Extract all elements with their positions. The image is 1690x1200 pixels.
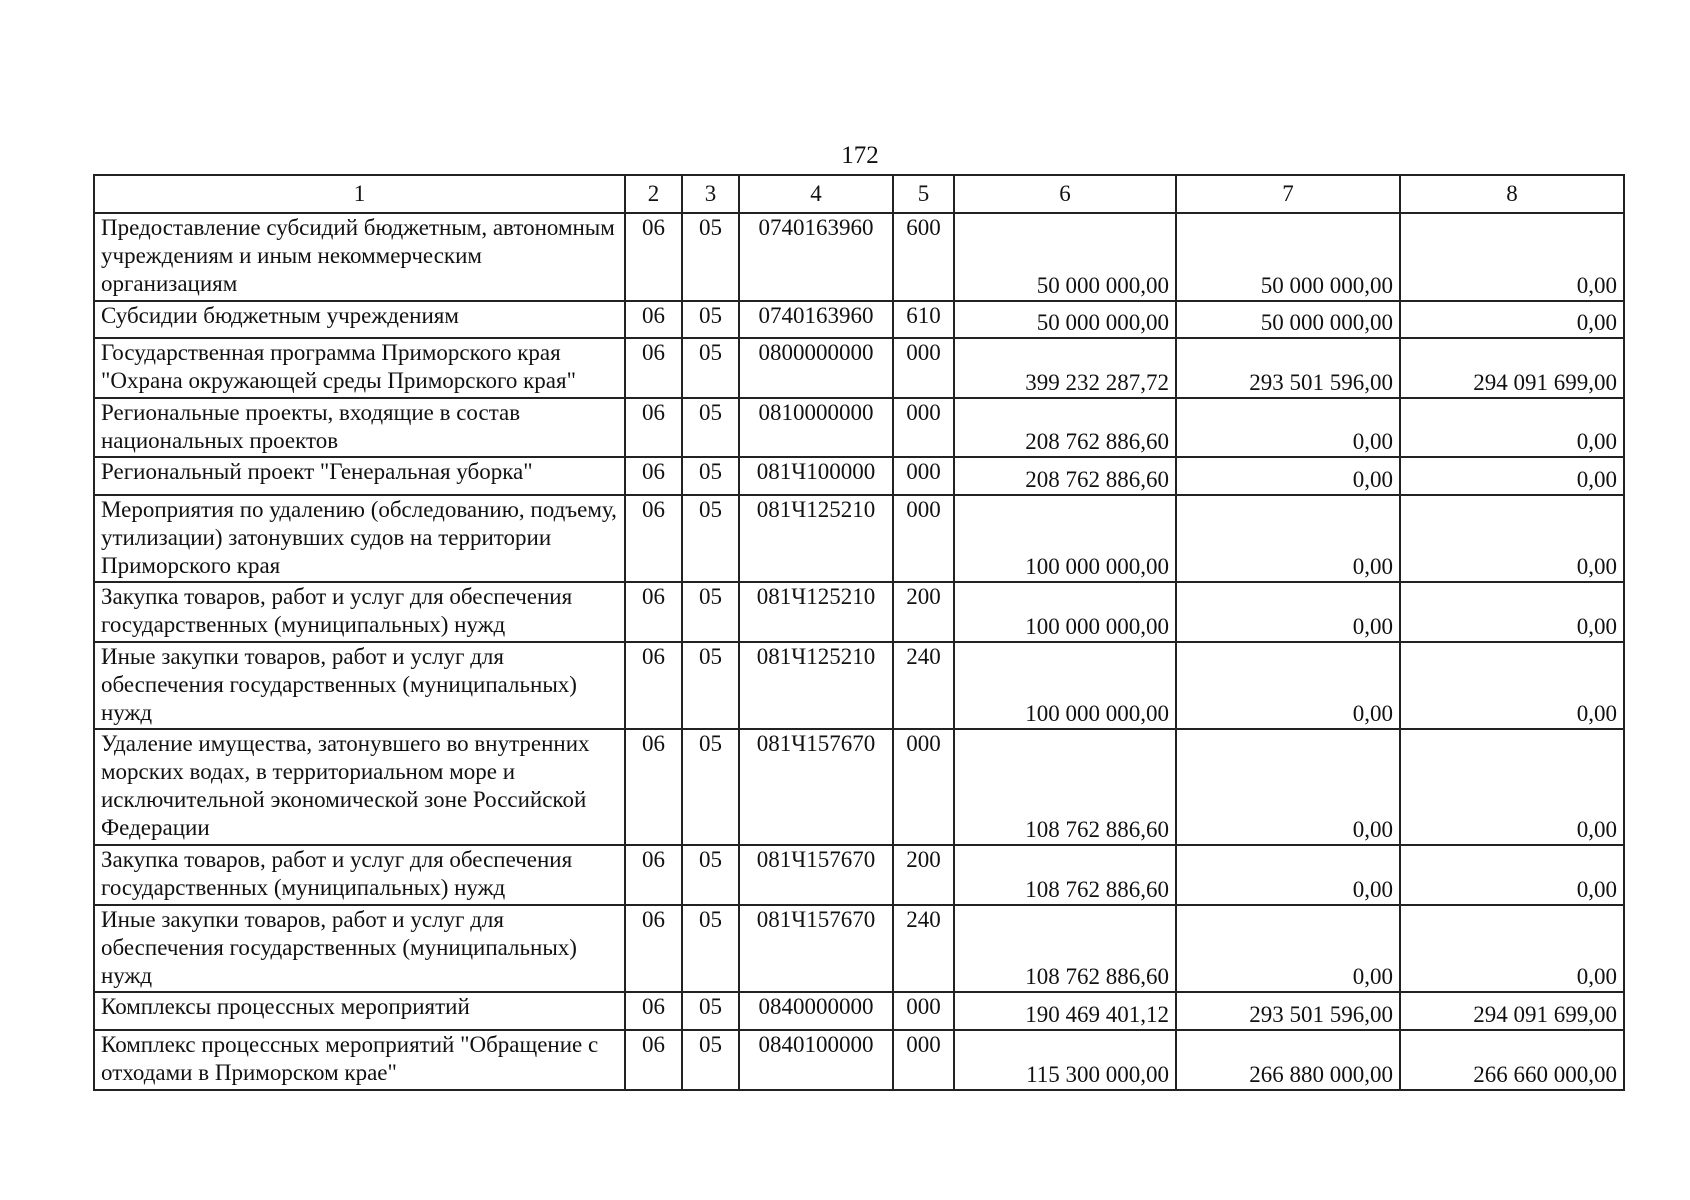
row-name: Государственная программа Приморского края "Охрана окружающей среды Приморского края" bbox=[94, 338, 625, 398]
expense-type-code: 600 bbox=[893, 213, 954, 301]
expense-type-code: 200 bbox=[893, 845, 954, 905]
amount-col-6: 108 762 886,60 bbox=[954, 845, 1176, 905]
subsection-code: 05 bbox=[682, 301, 739, 338]
table-row bbox=[94, 905, 1624, 992]
amount-col-8: 0,00 bbox=[1400, 642, 1624, 729]
amount-col-7: 0,00 bbox=[1176, 398, 1400, 457]
section-code: 06 bbox=[625, 582, 682, 642]
amount-col-7: 50 000 000,00 bbox=[1176, 213, 1400, 301]
row-name: Мероприятия по удалению (обследованию, подъему, утилизации) затонувших судов на территории Приморского края bbox=[94, 495, 625, 582]
subsection-code: 05 bbox=[682, 398, 739, 457]
table-row bbox=[94, 495, 1624, 582]
expense-type-code: 200 bbox=[893, 582, 954, 642]
subsection-code: 05 bbox=[682, 495, 739, 582]
expense-type-code: 000 bbox=[893, 457, 954, 495]
target-article-code: 0800000000 bbox=[739, 338, 893, 398]
subsection-code: 05 bbox=[682, 905, 739, 992]
section-code: 06 bbox=[625, 338, 682, 398]
subsection-code: 05 bbox=[682, 338, 739, 398]
col-header-2: 2 bbox=[625, 175, 682, 213]
target-article-code: 0840100000 bbox=[739, 1030, 893, 1090]
table-row bbox=[94, 992, 1624, 1030]
amount-col-6: 100 000 000,00 bbox=[954, 642, 1176, 729]
row-name: Субсидии бюджетным учреждениям bbox=[94, 301, 625, 338]
subsection-code: 05 bbox=[682, 845, 739, 905]
section-code: 06 bbox=[625, 642, 682, 729]
amount-col-8: 0,00 bbox=[1400, 905, 1624, 992]
target-article-code: 0740163960 bbox=[739, 301, 893, 338]
page-number: 172 bbox=[841, 142, 879, 169]
col-header-4: 4 bbox=[739, 175, 893, 213]
expense-type-code: 000 bbox=[893, 729, 954, 845]
table-row bbox=[94, 301, 1624, 338]
amount-col-8: 294 091 699,00 bbox=[1400, 992, 1624, 1030]
subsection-code: 05 bbox=[682, 457, 739, 495]
amount-col-8: 0,00 bbox=[1400, 729, 1624, 845]
budget-table bbox=[93, 174, 1625, 1091]
subsection-code: 05 bbox=[682, 213, 739, 301]
subsection-code: 05 bbox=[682, 992, 739, 1030]
amount-col-8: 0,00 bbox=[1400, 213, 1624, 301]
section-code: 06 bbox=[625, 1030, 682, 1090]
section-code: 06 bbox=[625, 992, 682, 1030]
table-row bbox=[94, 338, 1624, 398]
subsection-code: 05 bbox=[682, 642, 739, 729]
row-name: Закупка товаров, работ и услуг для обеспечения государственных (муниципальных) нужд bbox=[94, 582, 625, 642]
row-name: Закупка товаров, работ и услуг для обеспечения государственных (муниципальных) нужд bbox=[94, 845, 625, 905]
expense-type-code: 000 bbox=[893, 992, 954, 1030]
amount-col-7: 0,00 bbox=[1176, 495, 1400, 582]
amount-col-8: 0,00 bbox=[1400, 845, 1624, 905]
col-header-6: 6 bbox=[954, 175, 1176, 213]
col-header-5: 5 bbox=[893, 175, 954, 213]
row-name: Региональные проекты, входящие в состав национальных проектов bbox=[94, 398, 625, 457]
amount-col-8: 0,00 bbox=[1400, 582, 1624, 642]
amount-col-6: 50 000 000,00 bbox=[954, 213, 1176, 301]
subsection-code: 05 bbox=[682, 729, 739, 845]
section-code: 06 bbox=[625, 213, 682, 301]
col-header-3: 3 bbox=[682, 175, 739, 213]
row-name: Удаление имущества, затонувшего во внутренних морских водах, в территориальном море и исключительной экономической зоне Российской Федерации bbox=[94, 729, 625, 845]
table-row bbox=[94, 582, 1624, 642]
table-row bbox=[94, 845, 1624, 905]
table-row bbox=[94, 213, 1624, 301]
amount-col-7: 0,00 bbox=[1176, 729, 1400, 845]
amount-col-7: 0,00 bbox=[1176, 642, 1400, 729]
amount-col-6: 50 000 000,00 bbox=[954, 301, 1176, 338]
amount-col-6: 208 762 886,60 bbox=[954, 457, 1176, 495]
amount-col-8: 0,00 bbox=[1400, 457, 1624, 495]
amount-col-7: 293 501 596,00 bbox=[1176, 992, 1400, 1030]
amount-col-7: 0,00 bbox=[1176, 582, 1400, 642]
target-article-code: 081Ч157670 bbox=[739, 905, 893, 992]
amount-col-6: 399 232 287,72 bbox=[954, 338, 1176, 398]
amount-col-8: 0,00 bbox=[1400, 495, 1624, 582]
table-row bbox=[94, 457, 1624, 495]
amount-col-8: 266 660 000,00 bbox=[1400, 1030, 1624, 1090]
target-article-code: 0740163960 bbox=[739, 213, 893, 301]
amount-col-7: 0,00 bbox=[1176, 905, 1400, 992]
amount-col-7: 293 501 596,00 bbox=[1176, 338, 1400, 398]
header-row bbox=[94, 175, 1624, 213]
row-name: Комплексы процессных мероприятий bbox=[94, 992, 625, 1030]
expense-type-code: 000 bbox=[893, 495, 954, 582]
table-row bbox=[94, 398, 1624, 457]
section-code: 06 bbox=[625, 495, 682, 582]
amount-col-8: 0,00 bbox=[1400, 398, 1624, 457]
section-code: 06 bbox=[625, 729, 682, 845]
row-name: Предоставление субсидий бюджетным, автономным учреждениям и иным некоммерческим организациям bbox=[94, 213, 625, 301]
row-name: Иные закупки товаров, работ и услуг для обеспечения государственных (муниципальных) нужд bbox=[94, 642, 625, 729]
amount-col-6: 115 300 000,00 bbox=[954, 1030, 1176, 1090]
col-header-7: 7 bbox=[1176, 175, 1400, 213]
target-article-code: 081Ч157670 bbox=[739, 845, 893, 905]
target-article-code: 081Ч125210 bbox=[739, 642, 893, 729]
row-name: Иные закупки товаров, работ и услуг для обеспечения государственных (муниципальных) нужд bbox=[94, 905, 625, 992]
amount-col-8: 0,00 bbox=[1400, 301, 1624, 338]
target-article-code: 0810000000 bbox=[739, 398, 893, 457]
col-header-8: 8 bbox=[1400, 175, 1624, 213]
expense-type-code: 240 bbox=[893, 905, 954, 992]
table-row bbox=[94, 729, 1624, 845]
expense-type-code: 610 bbox=[893, 301, 954, 338]
section-code: 06 bbox=[625, 301, 682, 338]
amount-col-6: 100 000 000,00 bbox=[954, 582, 1176, 642]
target-article-code: 081Ч125210 bbox=[739, 582, 893, 642]
expense-type-code: 000 bbox=[893, 1030, 954, 1090]
amount-col-7: 0,00 bbox=[1176, 845, 1400, 905]
target-article-code: 081Ч125210 bbox=[739, 495, 893, 582]
section-code: 06 bbox=[625, 457, 682, 495]
target-article-code: 081Ч157670 bbox=[739, 729, 893, 845]
amount-col-8: 294 091 699,00 bbox=[1400, 338, 1624, 398]
expense-type-code: 000 bbox=[893, 398, 954, 457]
amount-col-6: 100 000 000,00 bbox=[954, 495, 1176, 582]
expense-type-code: 240 bbox=[893, 642, 954, 729]
target-article-code: 0840000000 bbox=[739, 992, 893, 1030]
amount-col-6: 108 762 886,60 bbox=[954, 729, 1176, 845]
expense-type-code: 000 bbox=[893, 338, 954, 398]
amount-col-6: 108 762 886,60 bbox=[954, 905, 1176, 992]
section-code: 06 bbox=[625, 845, 682, 905]
row-name: Региональный проект "Генеральная уборка" bbox=[94, 457, 625, 495]
row-name: Комплекс процессных мероприятий "Обращение с отходами в Приморском крае" bbox=[94, 1030, 625, 1090]
subsection-code: 05 bbox=[682, 1030, 739, 1090]
amount-col-7: 50 000 000,00 bbox=[1176, 301, 1400, 338]
subsection-code: 05 bbox=[682, 582, 739, 642]
section-code: 06 bbox=[625, 905, 682, 992]
col-header-1: 1 bbox=[94, 175, 625, 213]
table-row bbox=[94, 1030, 1624, 1090]
target-article-code: 081Ч100000 bbox=[739, 457, 893, 495]
section-code: 06 bbox=[625, 398, 682, 457]
amount-col-7: 0,00 bbox=[1176, 457, 1400, 495]
amount-col-6: 190 469 401,12 bbox=[954, 992, 1176, 1030]
table-row bbox=[94, 642, 1624, 729]
amount-col-6: 208 762 886,60 bbox=[954, 398, 1176, 457]
amount-col-7: 266 880 000,00 bbox=[1176, 1030, 1400, 1090]
